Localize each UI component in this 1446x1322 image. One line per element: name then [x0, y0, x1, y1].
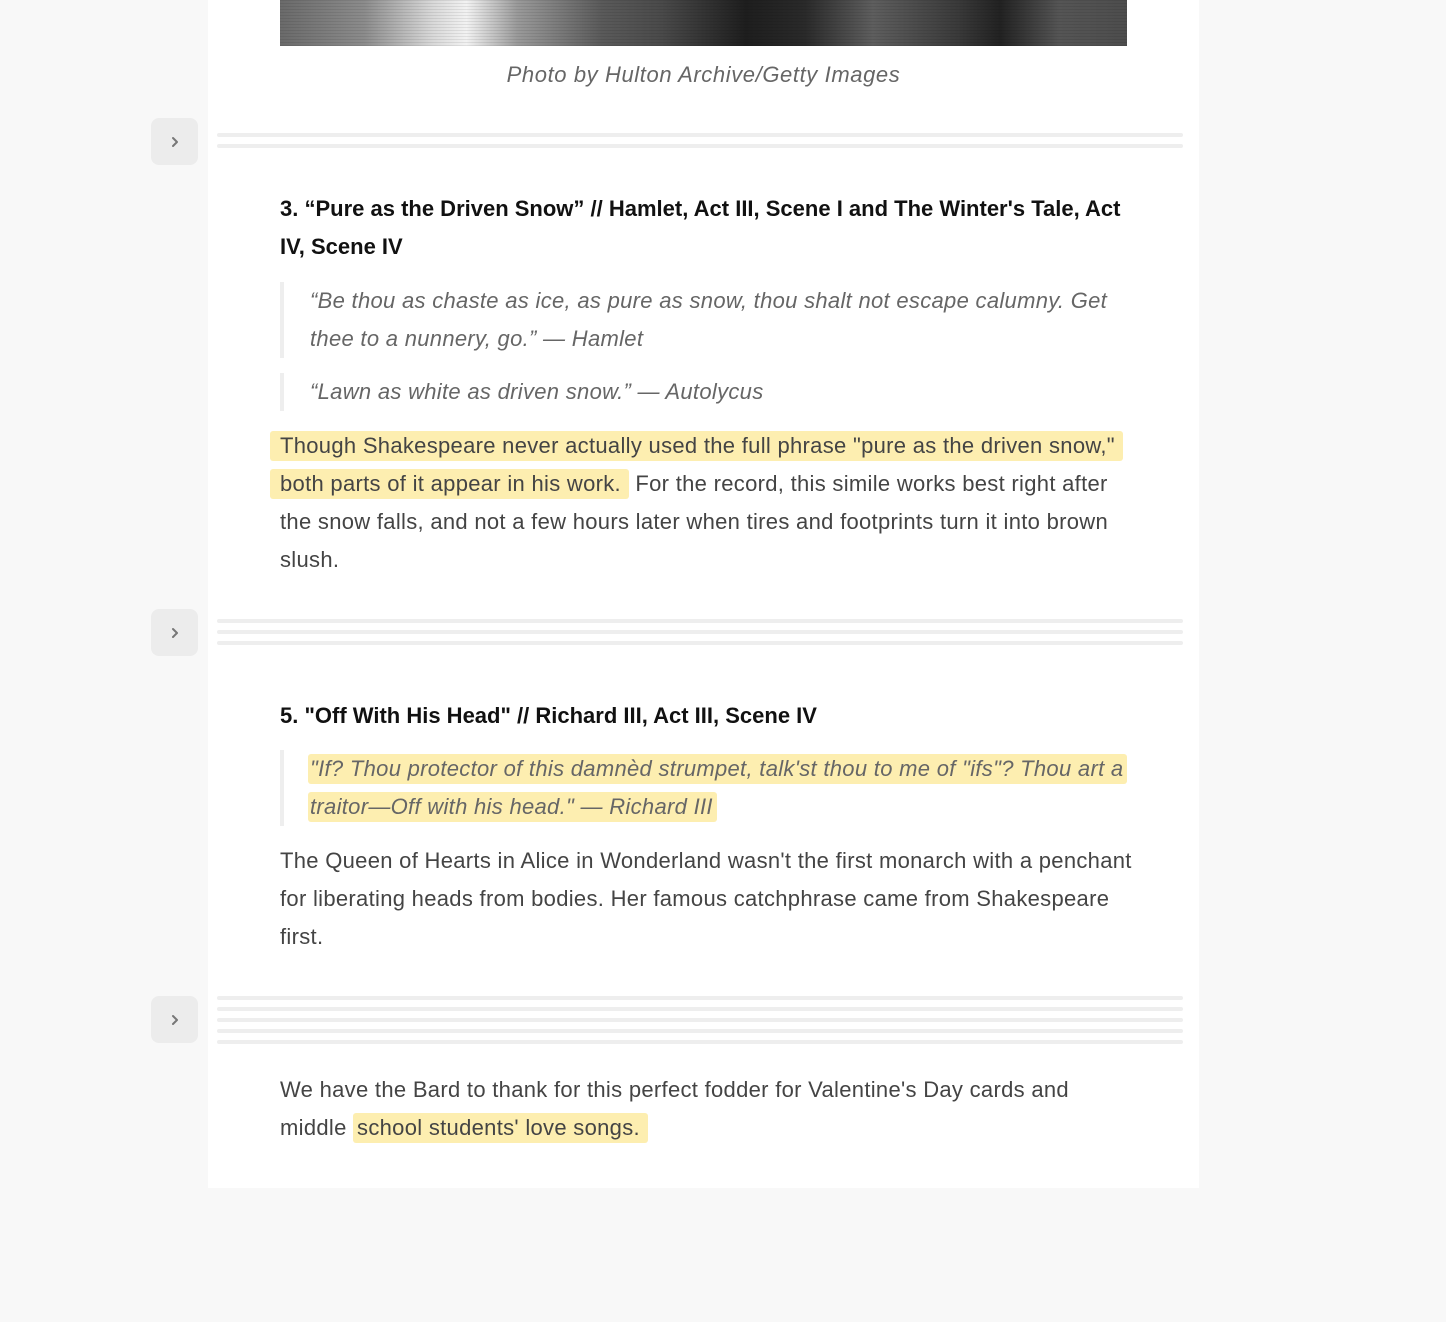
photo-caption: Photo by Hulton Archive/Getty Images [506, 62, 901, 87]
text-highlight[interactable]: Though Shakespeare never actually used the full phrase "pure as the driven snow," both parts of it appear in his work. [270, 431, 1123, 499]
blockquote [280, 750, 1140, 826]
section-heading: 5. "Off With His Head" // Richard III, Act III, Scene IV [280, 703, 817, 728]
section-body [280, 427, 1130, 579]
blockquote: “Be thou as chaste as ice, as pure as snow, thou shalt not escape calumny. Get thee to a nunnery, go.” — Hamlet [280, 282, 1140, 358]
chevron-right-icon [168, 626, 182, 640]
collapsed-content-placeholder [217, 133, 1183, 155]
collapsed-content-placeholder [217, 996, 1183, 1051]
collapsed-content-placeholder [217, 619, 1183, 652]
expand-section-button[interactable] [151, 118, 198, 165]
body-text: We have the Bard to thank for this perfect fodder for Valentine's Day cards and middle [280, 1077, 1069, 1140]
body-text: For the record, this simile works best right after the snow falls, and not a few hours later when tires and footprints turn it into brown slush. [280, 471, 1109, 572]
expand-section-button[interactable] [151, 996, 198, 1043]
article-photo [280, 0, 1127, 46]
text-highlight[interactable]: school students' love songs. [353, 1113, 648, 1143]
text-highlight[interactable]: "If? Thou protector of this damnèd strumpet, talk'st thou to me of "ifs"? Thou art a traitor—Off with his head." — Richard III [308, 754, 1127, 822]
section-heading: 3. “Pure as the Driven Snow” // Hamlet, Act III, Scene I and The Winter's Tale, Act IV, Scene IV [280, 196, 1121, 259]
expand-section-button[interactable] [151, 609, 198, 656]
chevron-right-icon [168, 1013, 182, 1027]
blockquote: “Lawn as white as driven snow.” — Autolycus [280, 373, 1140, 411]
chevron-right-icon [168, 135, 182, 149]
section-body: The Queen of Hearts in Alice in Wonderland wasn't the first monarch with a penchant for liberating heads from bodies. Her famous catchphrase came from Shakespeare first. [280, 848, 1132, 949]
closing-paragraph [280, 1071, 1100, 1147]
